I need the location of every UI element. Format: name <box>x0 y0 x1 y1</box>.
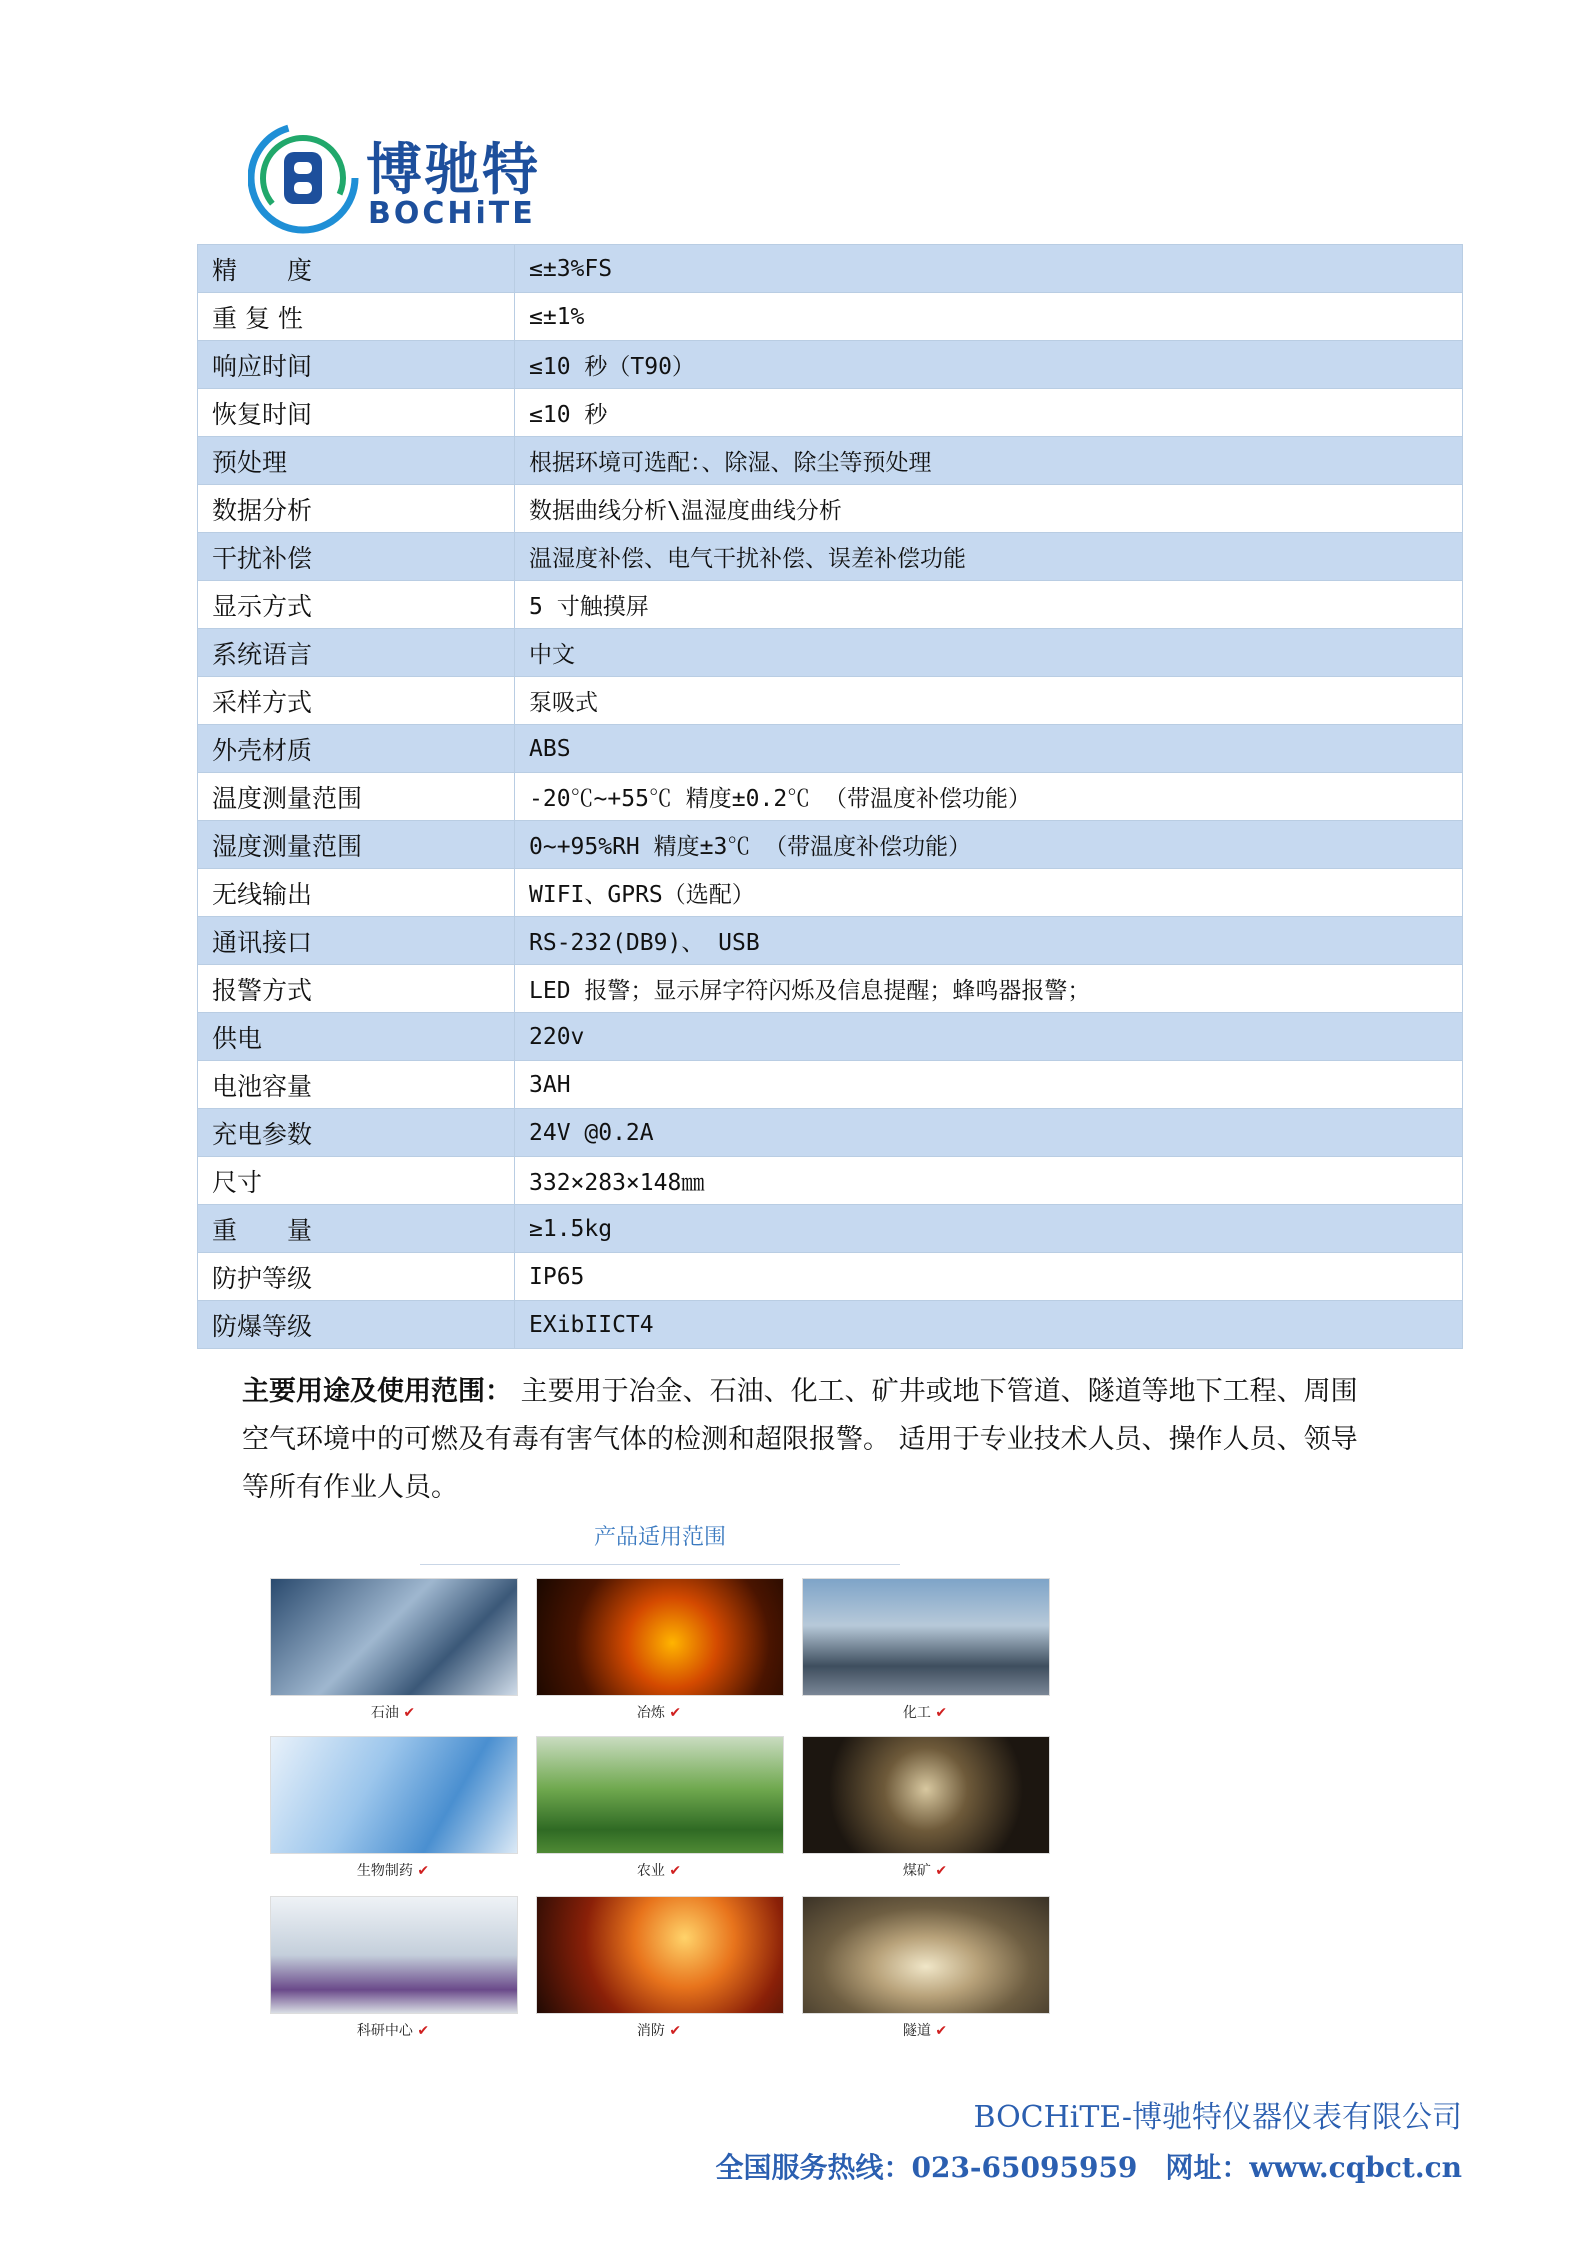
spec-row <box>198 725 1463 773</box>
gallery-item-caption: 生物制药 ✔ <box>356 1863 430 1879</box>
spec-label: 响应时间 <box>198 341 515 389</box>
spec-label: 干扰补偿 <box>198 533 515 581</box>
company-logo <box>248 118 578 238</box>
scene-image-coal-mine <box>802 1736 1050 1854</box>
spec-table <box>197 244 1463 1349</box>
spec-label: 供电 <box>198 1013 515 1061</box>
scene-image-tunnel <box>802 1896 1050 2014</box>
spec-row <box>198 869 1463 917</box>
usage-text: 主要用于冶金、石油、化工、矿井或地下管道、隧道等地下工程、周围空气环境中的可燃及有毒有害气体的检测和超限报警。 适用于专业技术人员、操作人员、领导等所有作业人员。 <box>242 1376 1358 1503</box>
spec-value: 220v <box>515 1013 1463 1061</box>
spec-label: 预处理 <box>198 437 515 485</box>
spec-label: 防爆等级 <box>198 1301 515 1349</box>
gallery-title: 产品适用范围 <box>593 1525 726 1550</box>
spec-row <box>198 773 1463 821</box>
spec-row <box>198 533 1463 581</box>
scene-image-agriculture <box>536 1736 784 1854</box>
spec-value: -20℃~+55℃ 精度±0.2℃ （带温度补偿功能） <box>515 773 1463 821</box>
spec-value: EXibIICT4 <box>515 1301 1463 1349</box>
spec-value: 泵吸式 <box>515 677 1463 725</box>
spec-value: IP65 <box>515 1253 1463 1301</box>
spec-row <box>198 1109 1463 1157</box>
spec-row <box>198 485 1463 533</box>
scene-image-biopharma <box>270 1736 518 1854</box>
spec-row <box>198 293 1463 341</box>
spec-row <box>198 1205 1463 1253</box>
spec-value: 温湿度补偿、电气干扰补偿、误差补偿功能 <box>515 533 1463 581</box>
spec-label: 无线输出 <box>198 869 515 917</box>
spec-row <box>198 1253 1463 1301</box>
spec-label: 尺寸 <box>198 1157 515 1205</box>
scene-image-research-center <box>270 1896 518 2014</box>
gallery-divider <box>420 1564 900 1565</box>
spec-value: LED 报警；显示屏字符闪烁及信息提醒；蜂鸣器报警； <box>515 965 1463 1013</box>
spec-label: 显示方式 <box>198 581 515 629</box>
spec-label: 重 复 性 <box>198 293 515 341</box>
spec-value: WIFI、GPRS（选配） <box>515 869 1463 917</box>
spec-row <box>198 341 1463 389</box>
spec-value: 24V @0.2A <box>515 1109 1463 1157</box>
spec-label: 数据分析 <box>198 485 515 533</box>
spec-row <box>198 629 1463 677</box>
spec-value: 数据曲线分析\温湿度曲线分析 <box>515 485 1463 533</box>
usage-paragraph <box>242 1368 1372 1512</box>
spec-label: 采样方式 <box>198 677 515 725</box>
spec-row <box>198 1157 1463 1205</box>
spec-row <box>198 1013 1463 1061</box>
spec-label: 外壳材质 <box>198 725 515 773</box>
footer-contact-line: 全国服务热线：023-65095959 网址：www.cqbct.cn <box>715 2151 1462 2184</box>
spec-value: ≤±3%FS <box>515 245 1463 293</box>
logo-english-name: BOCHiTE <box>368 196 536 231</box>
spec-value: 5 寸触摸屏 <box>515 581 1463 629</box>
scene-image-smelting <box>536 1578 784 1696</box>
spec-value: 中文 <box>515 629 1463 677</box>
spec-row <box>198 677 1463 725</box>
spec-value: RS-232(DB9)、 USB <box>515 917 1463 965</box>
spec-value: 3AH <box>515 1061 1463 1109</box>
scene-image-chemical <box>802 1578 1050 1696</box>
gallery-item-caption: 化工 ✔ <box>902 1705 948 1721</box>
spec-row <box>198 581 1463 629</box>
usage-label: 主要用途及使用范围： <box>242 1376 512 1407</box>
spec-label: 系统语言 <box>198 629 515 677</box>
spec-label: 温度测量范围 <box>198 773 515 821</box>
scene-image-petroleum <box>270 1578 518 1696</box>
spec-label: 电池容量 <box>198 1061 515 1109</box>
bochite-emblem-icon <box>248 118 363 238</box>
gallery-item-caption: 煤矿 ✔ <box>902 1863 948 1879</box>
spec-label: 恢复时间 <box>198 389 515 437</box>
spec-value: 根据环境可选配：、除湿、除尘等预处理 <box>515 437 1463 485</box>
spec-row <box>198 965 1463 1013</box>
spec-value: ≤10 秒 <box>515 389 1463 437</box>
application-gallery <box>270 1520 1050 2039</box>
spec-value: ≤±1% <box>515 293 1463 341</box>
spec-value: ≥1.5kg <box>515 1205 1463 1253</box>
spec-value: 332×283×148㎜ <box>515 1157 1463 1205</box>
spec-value: ABS <box>515 725 1463 773</box>
spec-row <box>198 1061 1463 1109</box>
spec-label: 湿度测量范围 <box>198 821 515 869</box>
spec-label: 防护等级 <box>198 1253 515 1301</box>
gallery-item-caption: 科研中心 ✔ <box>356 2023 430 2039</box>
spec-value: 0~+95%RH 精度±3℃ （带温度补偿功能） <box>515 821 1463 869</box>
spec-label: 精 度 <box>198 245 515 293</box>
spec-label: 重 量 <box>198 1205 515 1253</box>
spec-label: 通讯接口 <box>198 917 515 965</box>
gallery-item-caption: 农业 ✔ <box>636 1863 682 1879</box>
gallery-item-caption: 冶炼 ✔ <box>636 1705 682 1721</box>
spec-row <box>198 821 1463 869</box>
gallery-item-caption: 隧道 ✔ <box>902 2023 948 2039</box>
gallery-item-caption: 消防 ✔ <box>636 2023 682 2039</box>
scene-image-firefighting <box>536 1896 784 2014</box>
spec-row <box>198 1301 1463 1349</box>
spec-label: 充电参数 <box>198 1109 515 1157</box>
logo-chinese-name: 博驰特 <box>366 138 540 203</box>
spec-row <box>198 917 1463 965</box>
spec-row <box>198 245 1463 293</box>
spec-value: ≤10 秒（T90） <box>515 341 1463 389</box>
footer-company-name: BOCHiTE-博驰特仪器仪表有限公司 <box>973 2100 1462 2135</box>
spec-row <box>198 389 1463 437</box>
spec-row <box>198 437 1463 485</box>
gallery-item-caption: 石油 ✔ <box>370 1705 416 1721</box>
spec-label: 报警方式 <box>198 965 515 1013</box>
